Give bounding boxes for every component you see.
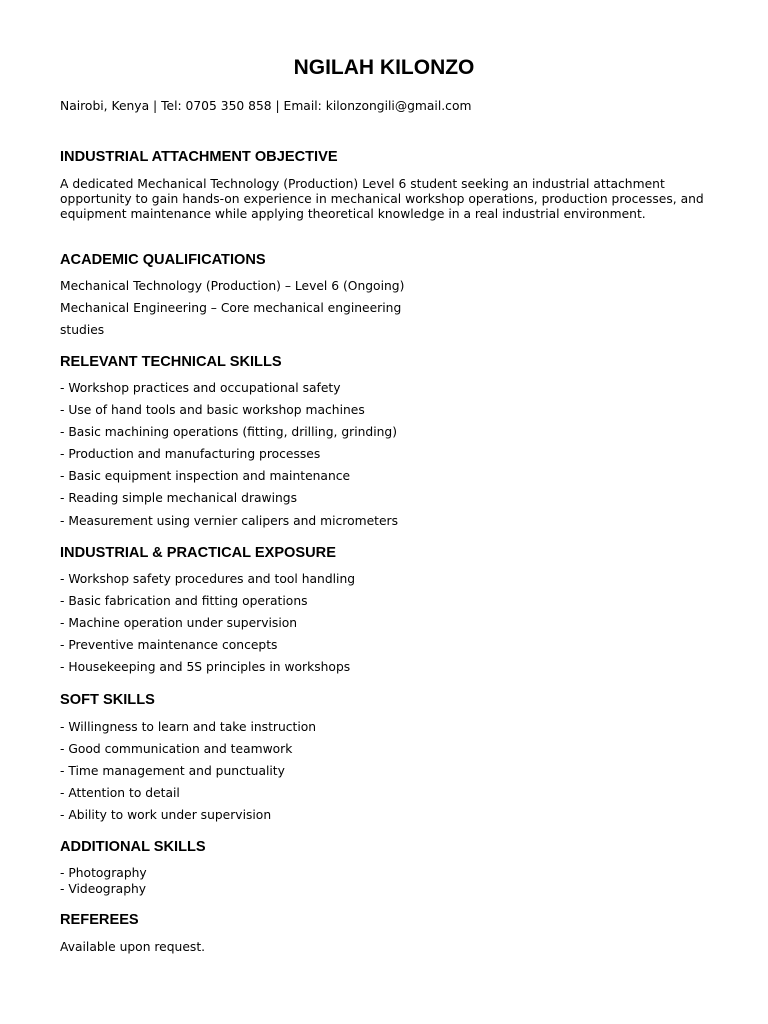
additional-skills-heading: ADDITIONAL SKILLS: [60, 839, 206, 855]
exposure-item: - Basic fabrication and fitting operations: [60, 594, 308, 609]
referees-heading: REFEREES: [60, 912, 139, 928]
technical-skill-item: - Basic equipment inspection and maintenance: [60, 469, 351, 484]
soft-skill-item: - Attention to detail: [60, 786, 180, 801]
candidate-name: NGILAH KILONZO: [293, 56, 475, 79]
technical-skills-heading: RELEVANT TECHNICAL SKILLS: [60, 354, 282, 370]
additional-skills-list: [60, 866, 720, 897]
exposure-heading: INDUSTRIAL & PRACTICAL EXPOSURE: [60, 545, 336, 561]
exposure-item: - Housekeeping and 5S principles in workshops: [60, 660, 351, 675]
technical-skill-item: - Production and manufacturing processes: [60, 447, 321, 462]
academic-item: studies: [60, 323, 105, 338]
academic-item: Mechanical Technology (Production) – Level 6 (Ongoing): [60, 279, 405, 293]
exposure-item: - Preventive maintenance concepts: [60, 638, 278, 653]
additional-skill-item: - Videography: [60, 881, 147, 896]
additional-skill-item: - Photography: [60, 866, 147, 880]
soft-skill-item: - Time management and punctuality: [60, 764, 285, 779]
contact-line: Nairobi, Kenya | Tel: 0705 350 858 | Email: kilonzongili@gmail.com: [60, 99, 472, 113]
soft-skills-heading: SOFT SKILLS: [60, 692, 155, 708]
technical-skill-item: - Use of hand tools and basic workshop machines: [60, 403, 365, 418]
exposure-item: - Machine operation under supervision: [60, 616, 298, 631]
technical-skill-item: - Reading simple mechanical drawings: [60, 491, 298, 506]
technical-skills-list: [60, 377, 720, 532]
objective-text: A dedicated Mechanical Technology (Production) Level 6 student seeking an industrial attachment opportunity to gain hands-on experience in mechanical workshop operations, production processes, and equipment maintenance while applying theoretical knowledge in a real industrial environment.: [60, 177, 704, 221]
academic-item: Mechanical Engineering – Core mechanical engineering: [60, 301, 402, 316]
exposure-item: - Workshop safety procedures and tool handling: [60, 572, 356, 586]
referees-text: Available upon request.: [60, 940, 206, 954]
technical-skill-item: - Basic machining operations (fitting, drilling, grinding): [60, 425, 398, 440]
objective-heading: INDUSTRIAL ATTACHMENT OBJECTIVE: [60, 149, 338, 165]
soft-skills-list: [60, 716, 720, 826]
soft-skill-item: - Willingness to learn and take instruction: [60, 720, 317, 734]
academic-list: [60, 275, 720, 341]
soft-skill-item: - Good communication and teamwork: [60, 742, 293, 757]
exposure-list: [60, 568, 720, 678]
technical-skill-item: - Measurement using vernier calipers and micrometers: [60, 513, 398, 528]
soft-skill-item: - Ability to work under supervision: [60, 808, 272, 823]
academic-heading: ACADEMIC QUALIFICATIONS: [60, 252, 266, 268]
technical-skill-item: - Workshop practices and occupational safety: [60, 381, 341, 395]
